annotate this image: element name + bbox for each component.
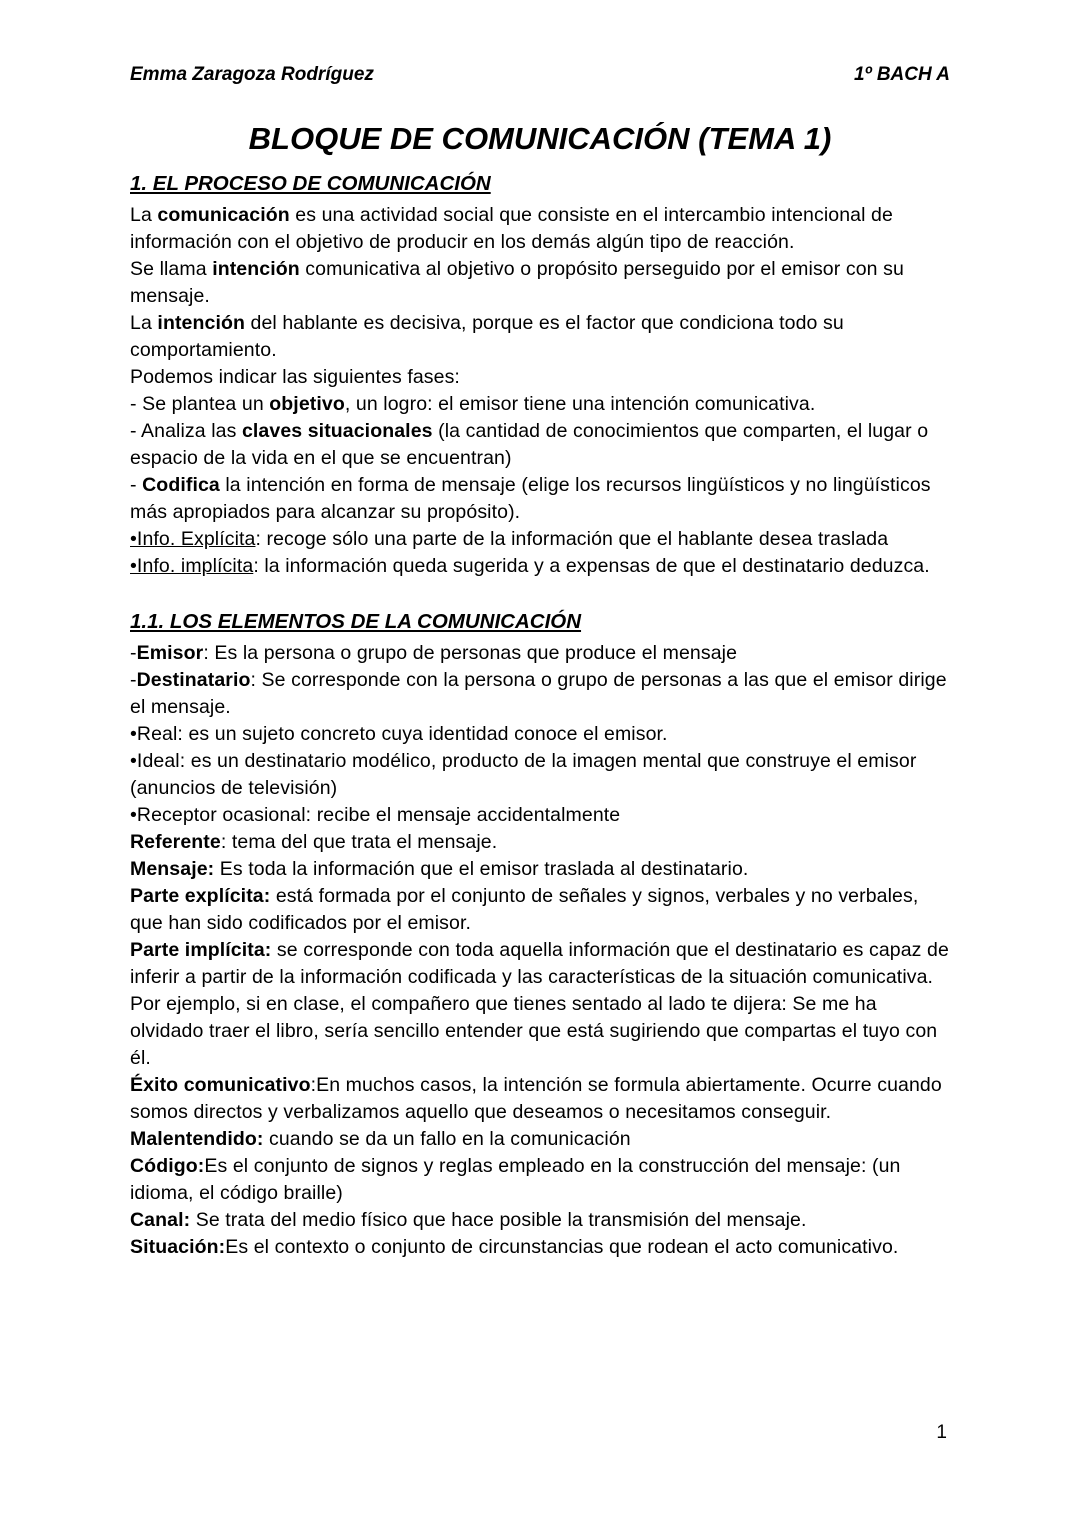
paragraph: Referente: tema del que trata el mensaje. [130,831,498,853]
paragraph: La comunicación es una actividad social que consiste en el intercambio intencional de información con el objetivo de producir en los demás algún tipo de reacción. [130,204,893,253]
paragraph: •Receptor ocasional: recibe el mensaje accidentalmente [130,804,621,826]
paragraph: - Analiza las claves situacionales (la cantidad de conocimientos que comparten, el lugar o espacio de la vida en el que se encuentran) [130,420,929,469]
paragraph: Canal: Se trata del medio físico que hace posible la transmisión del mensaje. [130,1209,807,1231]
paragraph: •Info. Explícita: recoge sólo una parte de la información que el hablante desea traslada [130,528,889,550]
paragraph: Situación:Es el contexto o conjunto de circunstancias que rodean el acto comunicativo. [130,1236,899,1258]
paragraph: Podemos indicar las siguientes fases: [130,366,460,388]
paragraph: Mensaje: Es toda la información que el emisor traslada al destinatario. [130,858,749,880]
section-paragraphs [130,202,950,580]
paragraph: •Ideal: es un destinatario modélico, producto de la imagen mental que construye el emisor (anuncios de televisión) [130,750,917,799]
section-paragraphs [130,640,950,1261]
paragraph: - Se plantea un objetivo, un logro: el emisor tiene una intención comunicativa. [130,393,816,415]
paragraph: - Codifica la intención en forma de mensaje (elige los recursos lingüísticos y no lingüísticos más apropiados para alcanzar su propósito). [130,474,931,523]
paragraph: -Emisor: Es la persona o grupo de personas que produce el mensaje [130,642,738,664]
paragraph: La intención del hablante es decisiva, porque es el factor que condiciona todo su comportamiento. [130,312,844,361]
paragraph: •Real: es un sujeto concreto cuya identidad conoce el emisor. [130,723,668,745]
header-course: 1º BACH A [854,64,950,85]
paragraph: Se llama intención comunicativa al objetivo o propósito perseguido por el emisor con su mensaje. [130,258,904,307]
document-header [130,63,950,86]
paragraph: -Destinatario: Se corresponde con la persona o grupo de personas a las que el emisor dirige el mensaje. [130,669,947,718]
paragraph: Parte implícita: se corresponde con toda aquella información que el destinatario es capaz de inferir a partir de la información codificada y las características de la situación comunicativa. Por ejemplo, si en clase, el compañero que tienes sentado al lado te dijera: Se me ha olvidado traer el libro, sería sencillo entender que está sugiriendo que compartas el tuyo con él. [130,939,949,1069]
header-author: Emma Zaragoza Rodríguez [130,64,374,85]
page-number: 1 [936,1422,947,1443]
paragraph: Malentendido: cuando se da un fallo en la comunicación [130,1128,631,1150]
section-heading: 1. EL PROCESO DE COMUNICACIÓN [130,172,491,195]
paragraph: •Info. implícita: la información queda sugerida y a expensas de que el destinatario deduzca. [130,555,930,577]
page-title: BLOQUE DE COMUNICACIÓN (TEMA 1) [248,121,832,156]
paragraph: Código:Es el conjunto de signos y reglas empleado en la construcción del mensaje: (un idioma, el código braille) [130,1155,901,1204]
section-proceso-comunicacion [130,171,950,580]
paragraph: Parte explícita: está formada por el conjunto de señales y signos, verbales y no verbales, que han sido codificados por el emisor. [130,885,919,934]
section-heading: 1.1. LOS ELEMENTOS DE LA COMUNICACIÓN [130,610,582,633]
section-elementos-comunicacion [130,609,950,1261]
paragraph: Éxito comunicativo:En muchos casos, la intención se formula abiertamente. Ocurre cuando somos directos y verbalizamos aquello que deseamos o necesitamos conseguir. [130,1074,942,1123]
